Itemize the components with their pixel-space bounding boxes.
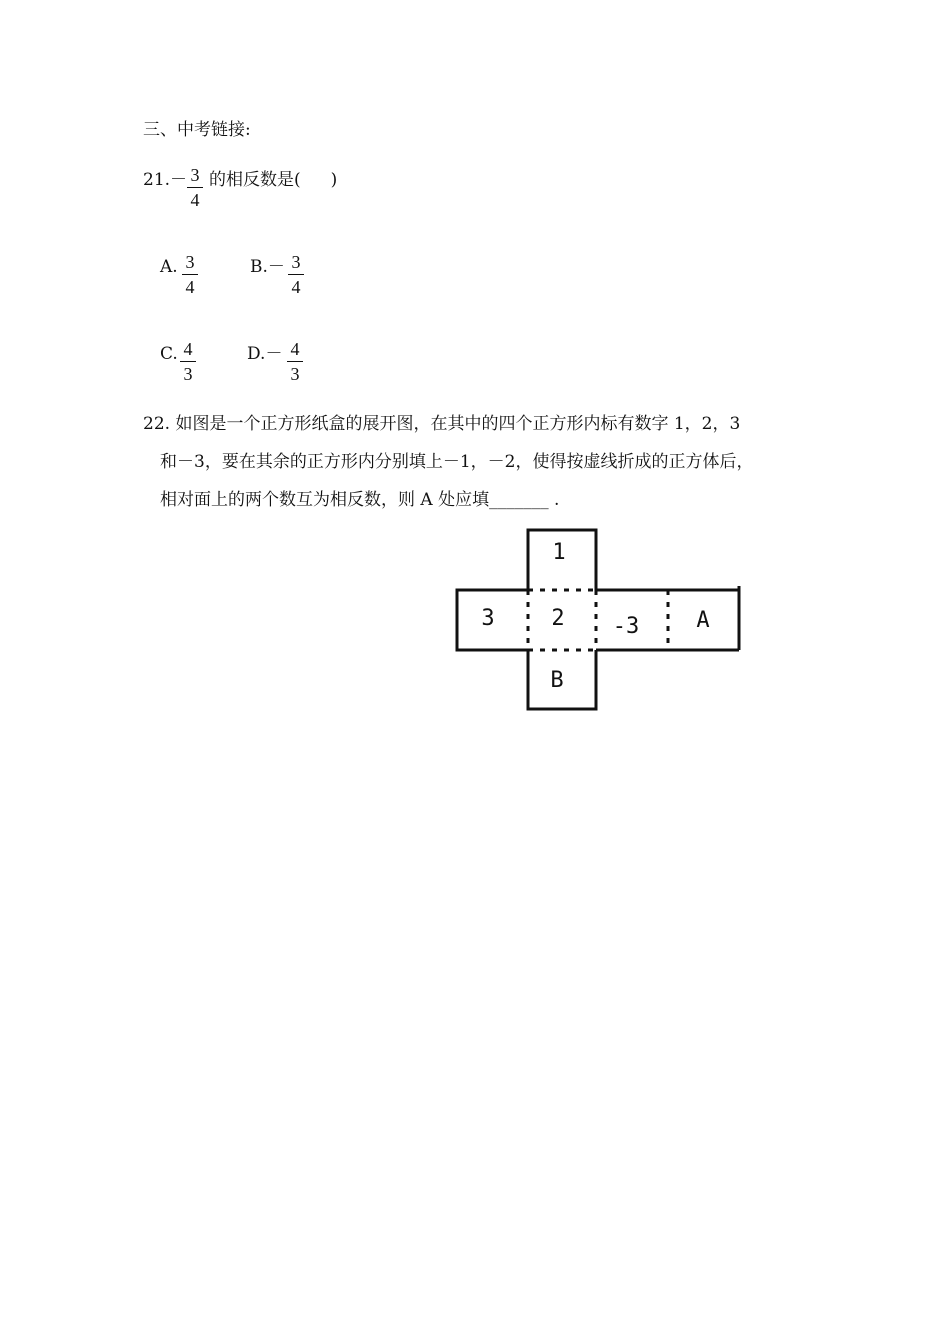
option-b[interactable] [250, 248, 285, 286]
option-d-sign: － [265, 344, 283, 364]
option-b-label: B. [250, 257, 268, 277]
q22-line-3-text: 相对面上的两个数互为相反数，则 A 处应填 [160, 490, 490, 510]
option-a-label: A. [160, 257, 178, 277]
option-b-sign: － [267, 257, 285, 277]
option-b-numerator: 3 [291, 252, 301, 272]
option-b-denominator: 4 [291, 277, 301, 297]
q21-stem [209, 161, 337, 199]
net-fold-lines [528, 590, 668, 650]
net-label-center: 2 [551, 606, 565, 631]
option-c-label: C. [160, 344, 178, 364]
q21-number-label: 21. [143, 170, 171, 190]
option-a-denominator: 4 [185, 277, 195, 297]
option-a-fraction [182, 252, 198, 297]
option-d-label: D. [247, 344, 266, 364]
option-c-denominator: 3 [183, 364, 193, 384]
net-label-left: 3 [481, 606, 495, 631]
q21-fraction-numerator: 3 [190, 165, 200, 185]
q21-number [143, 161, 187, 199]
q22-line-1: 22. 如图是一个正方形纸盒的展开图，在其中的四个正方形内标有数字 1，2，3 [143, 414, 741, 434]
q22-line-3 [160, 481, 559, 519]
answer-blank[interactable]: _______ [489, 490, 549, 510]
option-c-fraction [180, 339, 196, 384]
option-a-numerator: 3 [185, 252, 195, 272]
q21-close-paren: ) [330, 170, 338, 190]
q22-line-2: 和－3，要在其余的正方形内分别填上－1，－2，使得按虚线折成的正方体后， [160, 452, 754, 472]
net-label-bottom: B [550, 668, 564, 693]
section-title: 三、中考链接: [143, 120, 251, 140]
q21-negative-sign: － [170, 170, 188, 190]
option-b-fraction [288, 252, 304, 297]
option-d[interactable] [247, 335, 282, 373]
option-d-denominator: 3 [290, 364, 300, 384]
q21-fraction [187, 165, 203, 210]
option-a[interactable] [160, 248, 178, 286]
option-c[interactable] [160, 335, 178, 373]
cube-net-diagram [455, 528, 745, 713]
q21-fraction-denominator: 4 [190, 190, 200, 210]
q21-stem-text: 的相反数是( [209, 170, 301, 190]
net-label-top: 1 [552, 540, 566, 565]
option-d-numerator: 4 [290, 339, 300, 359]
q22-line-3-end: . [548, 490, 560, 510]
option-c-numerator: 4 [183, 339, 193, 359]
option-d-fraction [287, 339, 303, 384]
net-label-far-right: A [696, 608, 710, 633]
net-label-right: -3 [612, 614, 640, 639]
